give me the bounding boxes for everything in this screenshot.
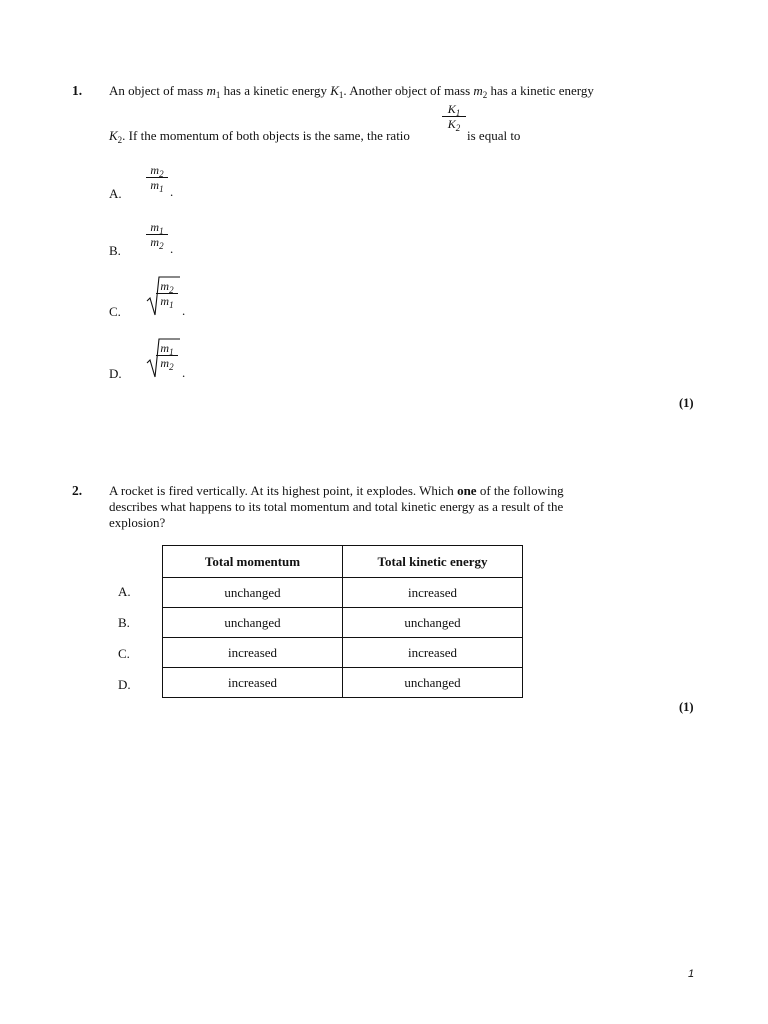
table-row (163, 638, 523, 668)
row-label-d: D. (118, 677, 131, 692)
question-2-line-2: describes what happens to its total momentum and total kinetic energy as a result of the (109, 499, 564, 514)
question-2-line-3: explosion? (109, 515, 166, 530)
table-cell: increased (343, 578, 523, 608)
question-2-number: 2. (72, 483, 83, 498)
header-total-kinetic-energy: Total kinetic energy (343, 546, 523, 578)
page-number: 1 (688, 968, 695, 980)
table-cell: increased (163, 638, 343, 668)
option-b-fraction: $m_1$ $m_2$ (146, 220, 168, 249)
option-b-letter: B. (109, 243, 121, 258)
row-label-c: C. (118, 646, 130, 661)
question-1-marks: (1) (679, 396, 694, 410)
table-cell: unchanged (343, 668, 523, 698)
question-1-line-2-end: is equal to (467, 128, 521, 143)
table-header-row (163, 546, 523, 578)
table-row (163, 608, 523, 638)
table-cell: increased (343, 638, 523, 668)
question-2-marks: (1) (679, 700, 694, 714)
option-a-letter: A. (109, 186, 122, 201)
table-row (163, 578, 523, 608)
table-cell: unchanged (343, 608, 523, 638)
ratio-fraction: $K_1$ $K_2$ (442, 102, 466, 131)
option-c-fraction: $m_2$ $m_1$ (156, 279, 178, 308)
option-c-period: . (182, 303, 186, 318)
option-d-period: . (182, 365, 186, 380)
option-b-period: . (170, 241, 174, 256)
question-1-line-2: $K_2$. If the momentum of both objects is the same, the ratio (109, 128, 410, 145)
option-a-fraction: $m_2$ $m_1$ (146, 163, 168, 192)
answer-table (162, 545, 523, 698)
header-total-momentum: Total momentum (163, 546, 343, 578)
row-label-a: A. (118, 584, 131, 599)
table-cell: unchanged (163, 608, 343, 638)
question-1-line-1: An object of mass $m_1$ has a kinetic energy $K_1$. Another object of mass $m_2$ has a kinetic energy (109, 83, 594, 100)
option-d-letter: D. (109, 366, 122, 381)
option-d-fraction: $m_1$ $m_2$ (156, 341, 178, 370)
table-cell: increased (163, 668, 343, 698)
table-cell: unchanged (163, 578, 343, 608)
row-label-b: B. (118, 615, 130, 630)
option-a-period: . (170, 184, 174, 199)
question-1-number: 1. (72, 83, 83, 98)
question-2-line-1: A rocket is fired vertically. At its highest point, it explodes. Which one of the following (109, 483, 564, 498)
option-c-letter: C. (109, 304, 121, 319)
table-row (163, 668, 523, 698)
